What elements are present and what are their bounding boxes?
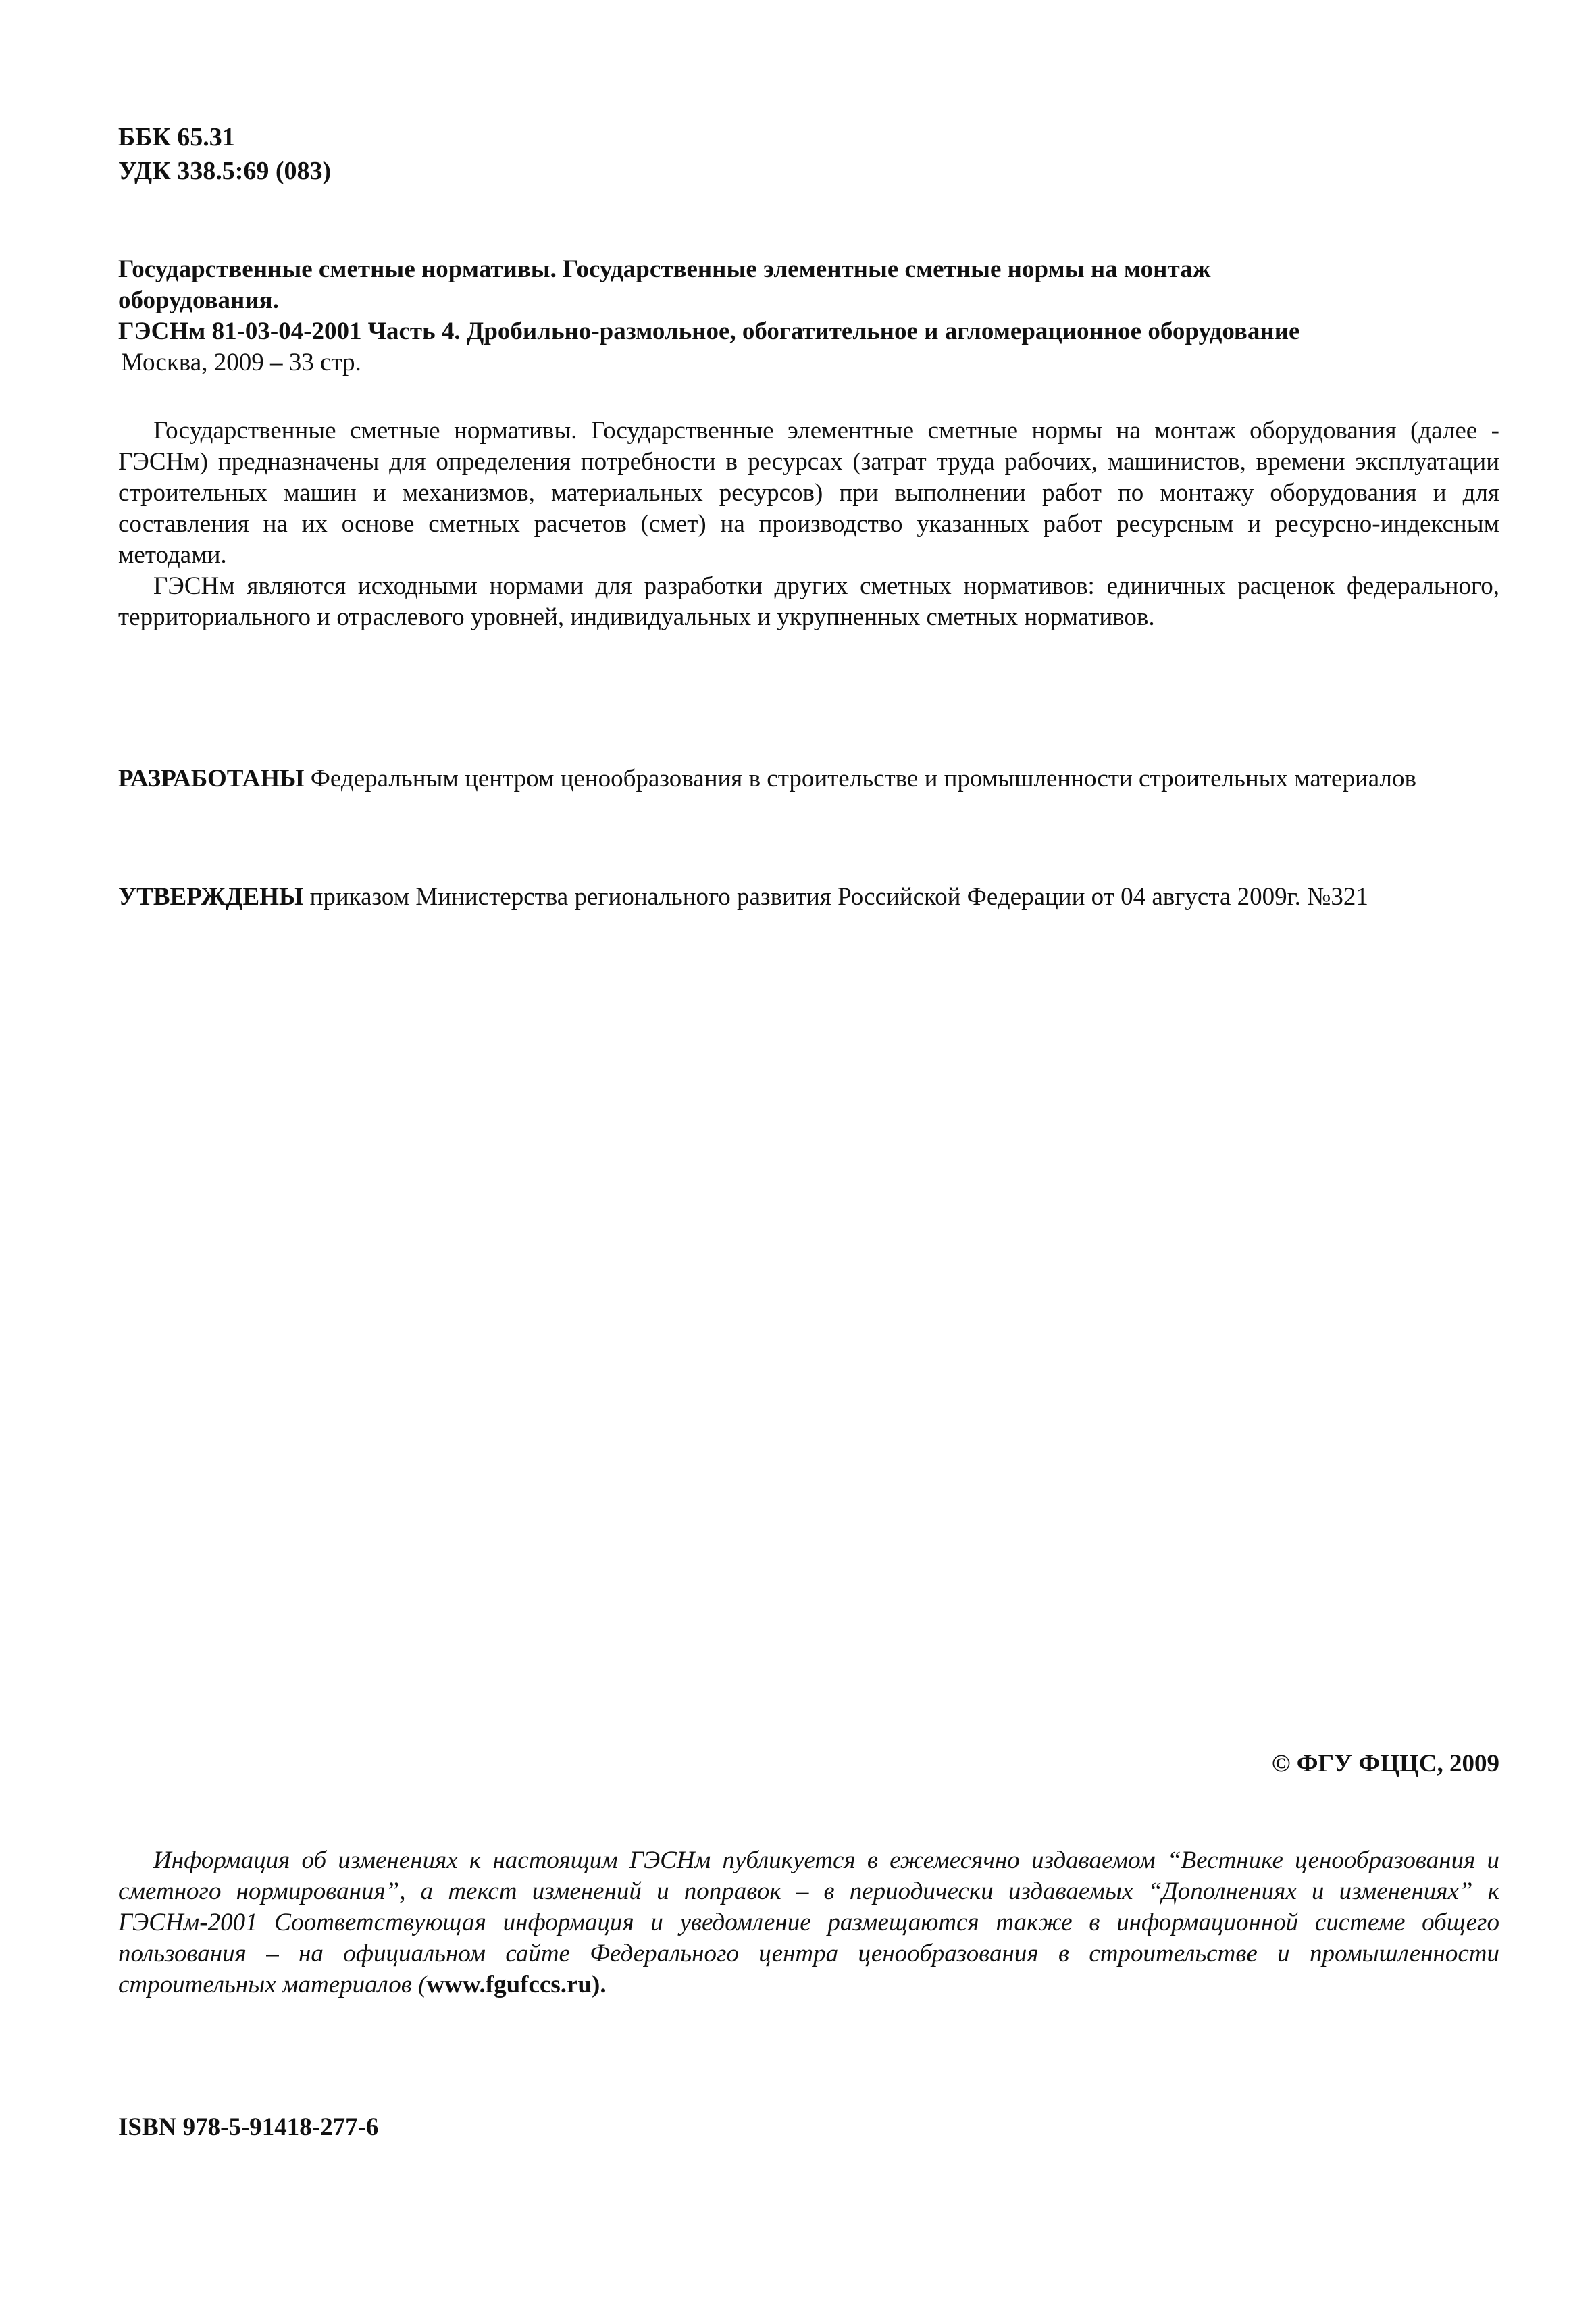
abstract-paragraph-1: Государственные сметные нормативы. Государственные элементные сметные нормы на монтаж оборудования (далее - ГЭСНм) предназначены для определения потребности в ресурсах (затрат труда рабочих, машинистов, времени эксплуатации строительных машин и механизмов, материальных ресурсов) при выполнении работ по монтажу оборудования и для составления на их основе сметных расчетов (смет) на производство указанных работ ресурсным и ресурсно-индексным методами. [118,417,1499,569]
developed-text: Федеральным центром ценообразования в строительстве и промышленности строительных материалов [310,765,1416,793]
abstract [118,416,1499,633]
classification-codes [118,120,1499,188]
developed-by [118,763,1499,795]
document-title-block [118,254,1499,378]
approved-text: приказом Министерства регионального развития Российской Федерации от 04 августа 2009г. №321 [309,883,1368,911]
publication-info: Москва, 2009 – 33 стр. [121,349,361,376]
udk-code: УДК 338.5:69 (083) [118,157,332,185]
bbk-code: ББК 65.31 [118,123,235,151]
info-notice [118,1845,1499,2001]
website-link[interactable]: www.fgufccs.ru [426,1971,592,1998]
title-line-1: Государственные сметные нормативы. Государственные элементные сметные нормы на монтаж [118,255,1211,283]
abstract-paragraph-2: ГЭСНм являются исходными нормами для разработки других сметных нормативов: единичных расценок федерального, территориального и отраслевого уровней, индивидуальных и укрупненных сметных нормативов. [118,572,1499,631]
isbn: ISBN 978-5-91418-277-6 [118,2113,379,2141]
title-line-2: оборудования. [118,286,279,314]
approved-label: УТВЕРЖДЕНЫ [118,883,304,911]
title-line-3: ГЭСНм 81-03-04-2001 Часть 4. Дробильно-размольное, обогатительное и агломерационное оборудование [118,318,1300,345]
copyright-notice: © ФГУ ФЦЦС, 2009 [1271,1750,1499,1778]
info-notice-closing: ). [592,1971,607,1998]
developed-label: РАЗРАБОТАНЫ [118,765,305,793]
info-notice-text: Информация об изменениях к настоящим ГЭСНм публикуется в ежемесячно издаваемом “Вестнике ценообразования и сметного нормирования”, а текст изменений и поправок – в периодически издаваемых “Дополнениях и изменениях” к ГЭСНм-2001 Соответствующая информация и уведомление размещаются также в информационной системе общего пользования – на официальном сайте Федерального центра ценообразования в строительстве и промышленности строительных материалов ( [118,1846,1499,1998]
approved-by [118,882,1499,913]
